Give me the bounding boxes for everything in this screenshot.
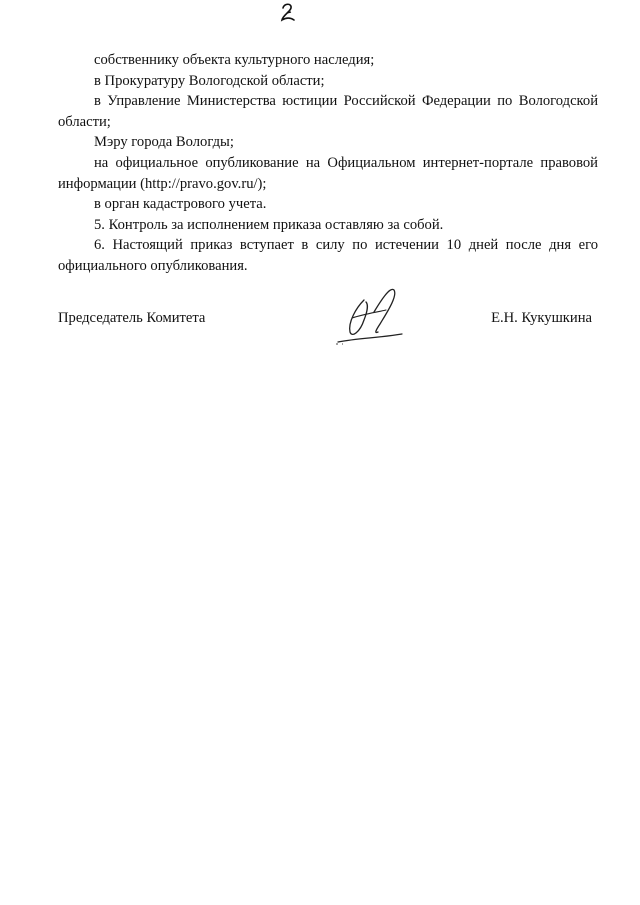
- paragraph-owner: собственнику объекта культурного наследия;: [94, 52, 375, 68]
- paragraph-mayor: Мэру города Вологды;: [94, 134, 234, 151]
- document-body: [58, 50, 598, 277]
- paragraph-publication: на официальное опубликование на Официальном интернет-портале правовой информации (http://pravo.gov.ru/);: [58, 154, 598, 192]
- paragraph-cadastre: в орган кадастрового учета.: [94, 196, 267, 213]
- paragraph-prosecutor: в Прокуратуру Вологодской области;: [94, 72, 325, 89]
- page-number-handwritten: [278, 2, 298, 24]
- paragraph-ministry: в Управление Министерства юстиции Российской Федерации по Вологодской области;: [58, 93, 598, 130]
- paragraph-effective: 6. Настоящий приказ вступает в силу по истечении 10 дней после дня его официального опубликования.: [58, 237, 598, 274]
- signatory-title: Председатель Комитета: [58, 310, 206, 326]
- paragraph-control: 5. Контроль за исполнением приказа оставляю за собой.: [94, 216, 444, 233]
- handwritten-signature: [334, 282, 406, 348]
- signatory-name: Е.Н. Кукушкина: [491, 310, 592, 326]
- signature-block: [58, 308, 598, 358]
